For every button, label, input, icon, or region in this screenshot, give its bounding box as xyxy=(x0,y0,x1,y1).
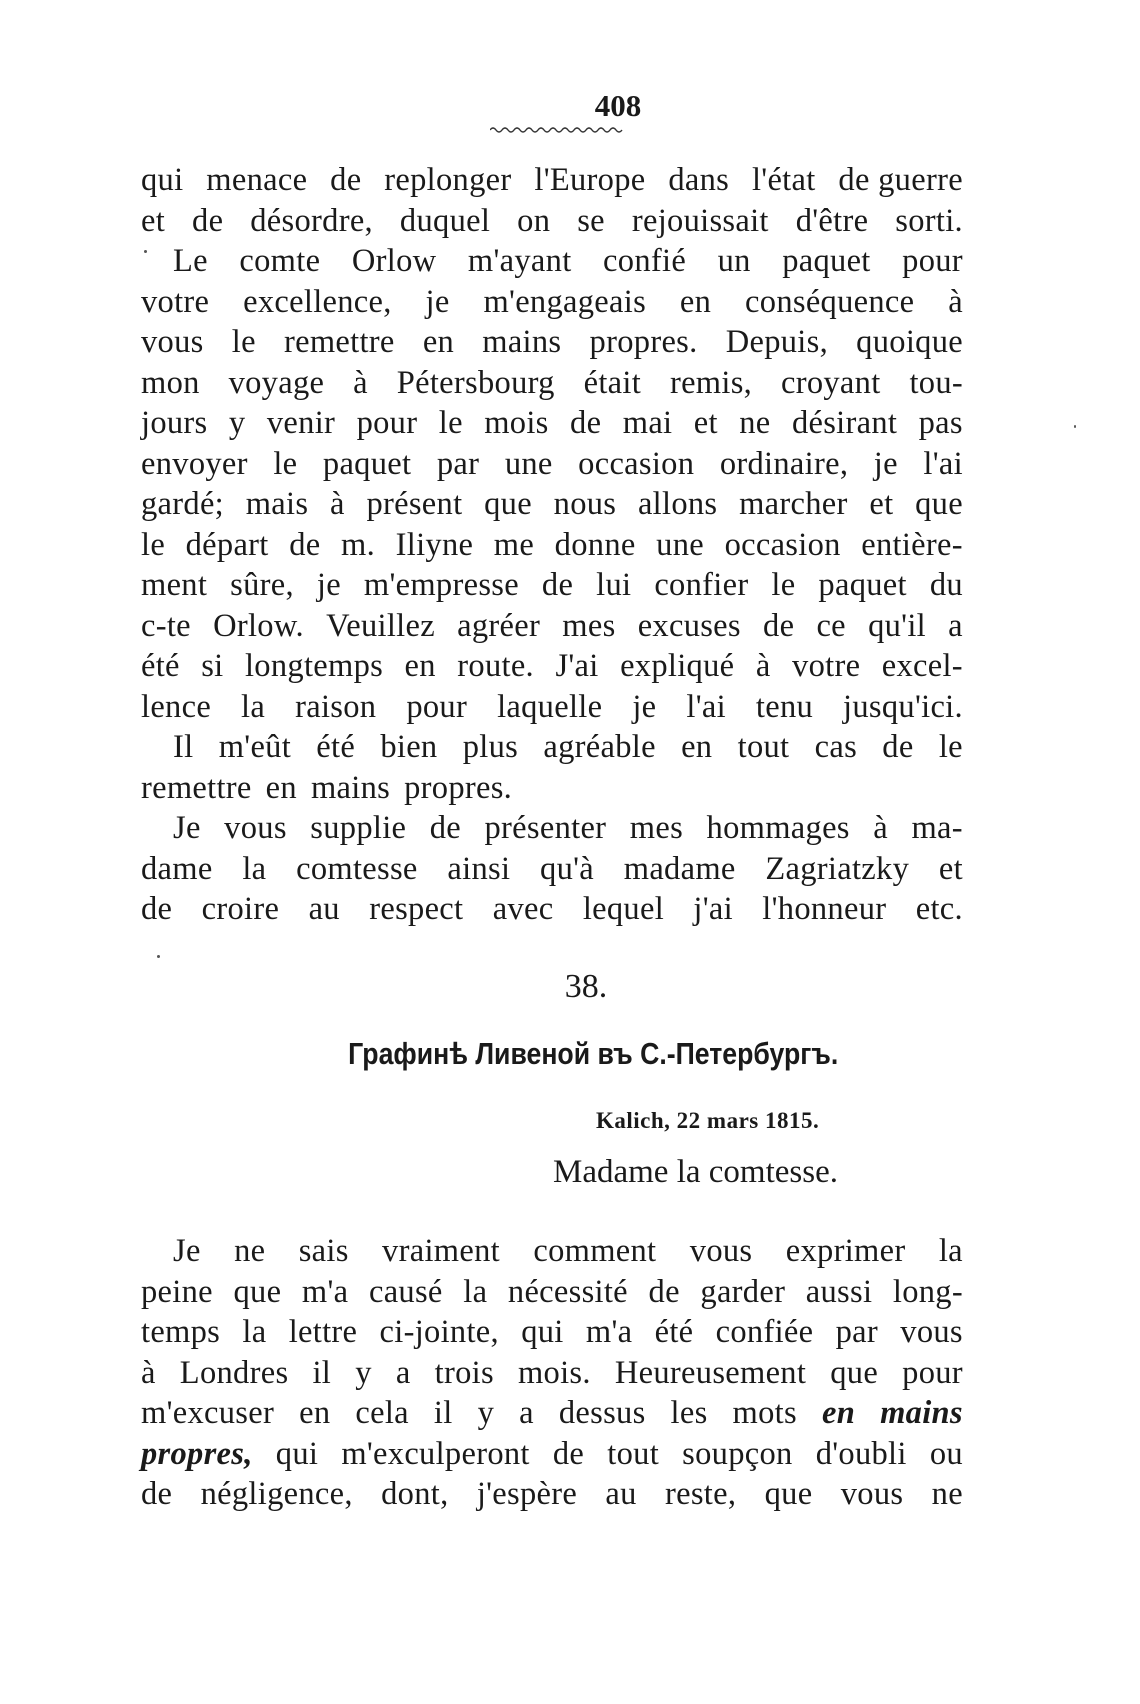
text-line xyxy=(141,646,963,687)
word: qu'à xyxy=(540,850,594,887)
salutation: Madame la comtesse. xyxy=(553,1154,838,1190)
word: lequel xyxy=(582,891,665,927)
word: c-te xyxy=(141,607,191,644)
text-line xyxy=(141,565,963,606)
word: le xyxy=(938,729,963,765)
word: en xyxy=(422,324,455,360)
word: y xyxy=(477,1395,495,1431)
word: à xyxy=(353,364,368,401)
dateline: Kalich, 22 mars 1815. xyxy=(596,1108,820,1133)
word: nous xyxy=(553,486,617,522)
word: je xyxy=(316,567,341,603)
word: la xyxy=(938,1233,963,1269)
word: mots xyxy=(732,1395,797,1431)
word: été xyxy=(316,729,356,765)
word: avec xyxy=(492,891,554,927)
word: Depuis, xyxy=(725,324,829,360)
word: un xyxy=(717,243,751,279)
word: votre xyxy=(141,283,210,320)
word: et xyxy=(141,202,166,239)
word: exprimer xyxy=(785,1233,906,1269)
word: paquet xyxy=(818,567,907,603)
word: une xyxy=(656,526,704,563)
word: il xyxy=(312,1354,332,1391)
italic-phrase-mains: mains xyxy=(880,1395,963,1431)
body-line xyxy=(141,1474,963,1515)
word: Veuillez xyxy=(326,607,435,644)
letter-body xyxy=(141,1231,963,1515)
word: en xyxy=(299,1395,331,1431)
print-speck xyxy=(1074,425,1076,428)
word: une xyxy=(504,445,553,482)
word: et xyxy=(938,850,963,887)
word: comtesse xyxy=(296,850,418,887)
word: cela xyxy=(355,1395,409,1431)
word: me xyxy=(493,526,535,563)
word: J'ai xyxy=(555,648,599,684)
word: été xyxy=(141,648,180,684)
text-line xyxy=(141,687,963,728)
word: menace xyxy=(206,162,308,198)
word: ci-jointe, xyxy=(379,1314,499,1350)
word: bien xyxy=(380,729,438,765)
word: le xyxy=(273,445,298,482)
word: le xyxy=(231,324,256,360)
word: agréable xyxy=(543,729,656,765)
text-line xyxy=(141,768,963,809)
word: Iliyne xyxy=(395,526,474,563)
word: lence xyxy=(141,688,212,725)
word: on xyxy=(517,202,551,239)
word: route. xyxy=(457,648,534,684)
word: temps xyxy=(141,1314,221,1350)
word: en xyxy=(681,729,713,765)
text-line xyxy=(141,363,963,404)
word: ce xyxy=(816,607,846,644)
word: si xyxy=(201,648,224,684)
word: m'excuser xyxy=(141,1395,275,1431)
word: l'ai xyxy=(686,688,726,725)
text-line xyxy=(141,160,963,201)
word: confiée xyxy=(715,1314,814,1350)
word: envoyer xyxy=(141,445,248,482)
body-line xyxy=(141,1434,963,1475)
word: vous xyxy=(224,810,287,846)
word: dessus xyxy=(558,1395,646,1431)
word: propres. xyxy=(404,769,513,806)
word: Le xyxy=(173,243,208,279)
word: de xyxy=(570,405,602,441)
word: comment xyxy=(533,1233,657,1269)
print-speck xyxy=(157,955,160,958)
word: hommages xyxy=(706,810,850,846)
word: pour xyxy=(356,405,418,441)
word: de xyxy=(192,202,224,239)
word: ordinaire, xyxy=(719,445,849,482)
word: de xyxy=(763,607,795,644)
paragraph-2 xyxy=(141,727,963,808)
word: gardé; xyxy=(141,486,225,522)
word: lui xyxy=(596,567,632,603)
word: m'a xyxy=(301,1273,349,1310)
word: d'oubli xyxy=(815,1435,907,1472)
word: à xyxy=(755,648,771,684)
word: supplie xyxy=(310,810,407,846)
word: de xyxy=(541,567,574,603)
italic-phrase-en: en xyxy=(821,1395,856,1431)
word: remis, xyxy=(669,364,753,401)
word: remettre xyxy=(283,324,395,360)
word: ne xyxy=(234,1233,266,1269)
word: la xyxy=(242,850,267,887)
word: confier xyxy=(654,567,749,603)
word: l'Europe xyxy=(534,162,646,198)
word: j'espère xyxy=(476,1476,578,1512)
text-line xyxy=(141,403,963,444)
word: laquelle xyxy=(497,688,603,725)
word: ne xyxy=(739,405,771,441)
word: mon xyxy=(141,364,200,401)
word: le xyxy=(771,567,796,603)
word: Je xyxy=(173,810,201,846)
word: que xyxy=(484,486,532,522)
word: que xyxy=(830,1354,879,1391)
word: m'a xyxy=(585,1314,633,1350)
word: conséquence xyxy=(745,283,915,320)
word: de xyxy=(330,162,362,198)
body-line xyxy=(141,1353,963,1394)
word: qui xyxy=(141,162,184,198)
word: peine xyxy=(141,1273,213,1310)
word: mes xyxy=(629,810,684,846)
letter-number: 38. xyxy=(564,968,608,1005)
word: propres. xyxy=(589,324,698,360)
word: plus xyxy=(462,729,519,765)
word: remettre xyxy=(141,769,252,806)
word: à xyxy=(948,283,963,320)
text-line xyxy=(141,525,963,566)
word: pas xyxy=(918,405,963,441)
text-line xyxy=(141,849,963,890)
word: donne xyxy=(554,526,636,563)
word: je xyxy=(632,688,657,725)
word: mains xyxy=(310,769,391,806)
word: l'ai xyxy=(923,445,963,482)
word: vous xyxy=(689,1233,753,1269)
word: a xyxy=(395,1354,411,1391)
word: dame xyxy=(141,850,213,887)
word: m'engageais xyxy=(483,283,647,320)
word: mois xyxy=(484,405,549,441)
word: marcher xyxy=(739,486,848,522)
word: mais xyxy=(245,486,309,522)
word: en xyxy=(404,648,436,684)
word: longtemps xyxy=(244,648,384,684)
word: comte xyxy=(239,243,321,279)
word: y xyxy=(355,1354,372,1391)
word: Orlow xyxy=(351,243,437,279)
word: vraiment xyxy=(382,1233,500,1269)
word: je xyxy=(425,283,450,320)
word: causé xyxy=(368,1273,443,1310)
word: Il xyxy=(173,729,194,765)
word: sais xyxy=(298,1233,349,1269)
word: la xyxy=(241,688,266,725)
word: jours xyxy=(141,405,208,441)
word: de xyxy=(141,1476,173,1512)
word: m'eût xyxy=(218,729,292,765)
text-line xyxy=(141,808,963,849)
text-line xyxy=(141,606,963,647)
word: croire xyxy=(201,891,280,927)
word: et xyxy=(693,405,718,441)
word: ne xyxy=(931,1476,963,1512)
word: reste, xyxy=(665,1476,737,1512)
word: ment xyxy=(141,567,208,603)
word: de xyxy=(141,891,173,927)
word: par xyxy=(436,445,480,482)
word: paquet xyxy=(782,243,871,279)
paragraph-3 xyxy=(141,808,963,930)
text-line xyxy=(141,444,963,485)
word: Zagriatzky xyxy=(765,850,910,887)
word: sûre, xyxy=(230,567,294,603)
word: départ xyxy=(185,526,269,563)
word: trois xyxy=(434,1354,494,1391)
word: de xyxy=(289,526,321,563)
word: expliqué xyxy=(620,648,735,684)
word: Pétersbourg xyxy=(396,364,555,401)
word: la xyxy=(463,1273,488,1310)
word: excellence, xyxy=(243,283,392,320)
word: entière- xyxy=(861,526,963,563)
paragraph-1 xyxy=(141,160,963,727)
text-line xyxy=(141,484,963,525)
word: l'honneur xyxy=(762,891,887,927)
word: la xyxy=(242,1314,267,1350)
word: l'état xyxy=(751,162,816,198)
word: cas xyxy=(814,729,858,765)
word: a xyxy=(948,607,963,644)
word: tenu xyxy=(755,688,814,725)
word: de xyxy=(648,1273,680,1310)
text-line xyxy=(141,889,963,930)
page-number: 408 xyxy=(594,88,642,123)
word: négligence, xyxy=(200,1476,353,1512)
word: m'exculperont xyxy=(341,1435,530,1472)
word: a xyxy=(519,1395,534,1431)
word: pour xyxy=(902,1354,963,1391)
word: en xyxy=(265,769,297,806)
word: m'ayant xyxy=(467,243,572,279)
word: d'être xyxy=(795,202,869,239)
word: ou xyxy=(929,1435,963,1472)
word: j'ai xyxy=(693,891,733,927)
word: été xyxy=(654,1314,694,1350)
body-line xyxy=(141,1231,963,1272)
word: tout xyxy=(737,729,790,765)
word: soupçon xyxy=(682,1435,793,1472)
word: jusqu'ici. xyxy=(843,688,963,725)
word: duquel xyxy=(399,202,491,239)
word: excel- xyxy=(881,648,963,684)
text-line xyxy=(141,241,963,282)
word: garder xyxy=(700,1273,786,1310)
body-line xyxy=(141,1393,963,1434)
word: Londres xyxy=(179,1354,289,1391)
word: dans xyxy=(668,162,730,198)
print-speck xyxy=(144,250,147,253)
word: le xyxy=(141,526,166,563)
word: par xyxy=(835,1314,879,1350)
word: paquet xyxy=(322,445,412,482)
word: nécessité xyxy=(507,1273,628,1310)
word: au xyxy=(308,891,340,927)
word: à xyxy=(330,486,345,522)
word: en xyxy=(679,283,712,320)
word: Je xyxy=(173,1233,201,1269)
word: de xyxy=(882,729,914,765)
word: se xyxy=(577,202,605,239)
word: venir xyxy=(266,405,336,441)
italic-phrase-propres: propres, xyxy=(141,1435,253,1472)
word: vous xyxy=(141,324,204,360)
word: vous xyxy=(900,1314,963,1350)
word: mes xyxy=(562,607,616,644)
word: confié xyxy=(603,243,687,279)
word: mai xyxy=(622,405,673,441)
body-line xyxy=(141,1272,963,1313)
word: replonger xyxy=(384,162,512,198)
word: de guerre xyxy=(838,162,963,198)
word: raison xyxy=(295,688,377,725)
word: était xyxy=(583,364,642,401)
word: tout xyxy=(607,1435,660,1472)
word: pour xyxy=(902,243,963,279)
word: ainsi xyxy=(447,850,511,887)
word: madame xyxy=(623,850,736,887)
word: aussi xyxy=(805,1273,873,1310)
word: de xyxy=(552,1435,585,1472)
word: y xyxy=(228,405,246,441)
word: rejouissait xyxy=(631,202,769,239)
word: à xyxy=(141,1354,156,1391)
word: long- xyxy=(892,1273,963,1310)
word: mois. xyxy=(517,1354,591,1391)
word: Heureusement xyxy=(614,1354,807,1391)
word: présent xyxy=(366,486,463,522)
body-line xyxy=(141,1312,963,1353)
word: m'empresse xyxy=(363,567,519,603)
word: qui xyxy=(275,1435,319,1472)
word: agréer xyxy=(457,607,541,644)
word: vous xyxy=(840,1476,904,1512)
word: votre xyxy=(792,648,861,684)
word: croyant xyxy=(780,364,881,401)
word: de xyxy=(429,810,462,846)
word: que xyxy=(233,1273,282,1310)
word: les xyxy=(670,1395,708,1431)
word: respect xyxy=(369,891,464,927)
word: il xyxy=(433,1395,453,1431)
word: Orlow. xyxy=(213,607,304,644)
word: mains xyxy=(482,324,562,360)
word: voyage xyxy=(228,364,325,401)
text-line xyxy=(141,201,963,242)
word: le xyxy=(438,405,463,441)
word: au xyxy=(605,1476,637,1512)
word: lettre xyxy=(288,1314,358,1350)
word: présenter xyxy=(484,810,607,846)
word: ma- xyxy=(911,810,963,846)
word: à xyxy=(873,810,888,846)
word: allons xyxy=(637,486,718,522)
word: occasion xyxy=(724,526,841,563)
text-line xyxy=(141,727,963,768)
word: du xyxy=(929,567,963,603)
word: désirant xyxy=(791,405,898,441)
word: et xyxy=(869,486,894,522)
word: qu'il xyxy=(868,607,926,644)
word: tou- xyxy=(909,364,963,401)
word: excuses xyxy=(637,607,741,644)
word: que xyxy=(764,1476,813,1512)
text-line xyxy=(141,322,963,363)
word: quoique xyxy=(856,324,963,360)
word: m. xyxy=(341,526,376,563)
word: etc. xyxy=(915,891,963,927)
word: dont, xyxy=(381,1476,449,1512)
word: je xyxy=(873,445,898,482)
word: que xyxy=(915,486,963,522)
word: désordre, xyxy=(250,202,373,239)
text-line xyxy=(141,282,963,323)
word: pour xyxy=(406,688,468,725)
word: sorti. xyxy=(895,202,963,239)
wavy-rule-ornament xyxy=(490,125,624,135)
word: occasion xyxy=(578,445,695,482)
letter-heading: Графинѣ Ливеной въ С.-Петербургъ. xyxy=(348,1036,839,1071)
word: qui xyxy=(521,1314,564,1350)
